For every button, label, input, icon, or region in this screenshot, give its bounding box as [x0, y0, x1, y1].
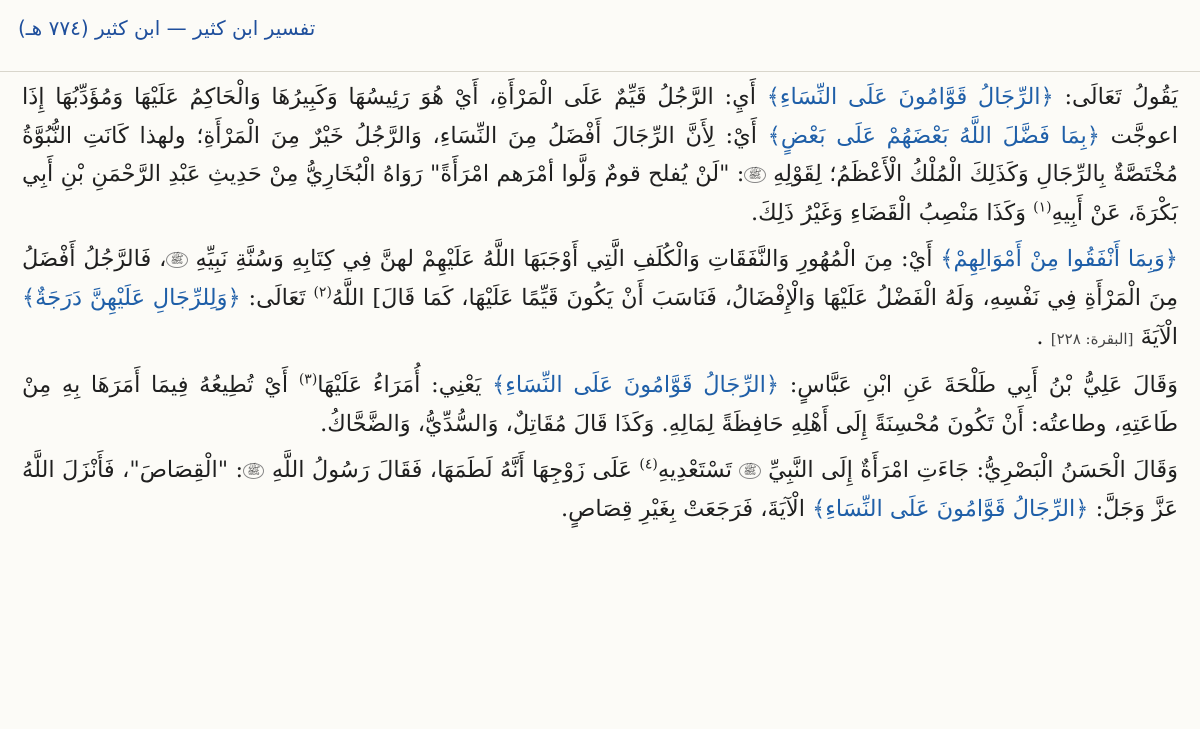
tafsir-content	[0, 72, 1200, 529]
header-bar	[0, 0, 1200, 72]
quran-verse: ﴿بِمَا فَضَّلَ اللَّهُ بَعْضَهُمْ عَلَى بَعْضٍ﴾	[767, 122, 1100, 149]
text: يَعْنِي: أُمَرَاءُ عَلَيْهَا	[317, 372, 493, 399]
text: : "الْقِصَاصَ"، فَأَنْزَلَ اللَّهُ عَزَّ وَجَلَّ:	[22, 457, 1178, 522]
text: : "لَنْ يُفلح قومٌ وَلَّوا أمْرَهم امْرَأَةً" رَوَاهُ الْبُخَارِيُّ مِنْ حَدِيثِ عَبْدِ الرَّحْمَنِ بْنِ أَبِي بَكْرَةَ، عَنْ أَبِيهِ	[22, 161, 1178, 226]
text: أَيْ: مِنَ الْمُهُورِ وَالنَّفَقَاتِ وَالْكُلَفِ الَّتِي أَوْجَبَهَا اللَّهُ عَلَيْهِمْ لهنَّ فِي كِتَابِهِ وَسُنَّةِ نَبِيِّهِ	[187, 246, 941, 273]
paragraph-4	[22, 451, 1178, 528]
salawat-icon: ﷺ	[166, 252, 187, 268]
text: الْآيَةَ، فَرَجَعَتْ بِغَيْرِ قِصَاصٍ.	[561, 495, 813, 522]
text: تَعَالَى:	[240, 284, 314, 311]
text: وَقَالَ الْحَسَنُ الْبَصْرِيُّ: جَاءَتِ امْرَأَةٌ إِلَى النَّبِيِّ	[760, 457, 1178, 484]
salawat-icon: ﷺ	[243, 463, 264, 479]
footnote-marker[interactable]: (٤)	[639, 456, 658, 473]
footnote-marker[interactable]: (٣)	[298, 371, 318, 388]
text: ، فَالرَّجُلُ أَفْضَلُ مِنَ الْمَرْأَةِ فِي نَفْسِهِ، وَلَهُ الْفَضْلُ عَلَيْهَا وَالْإِفْضَالُ، فَنَاسَبَ أَنْ يَكُونَ قَيِّمًا عَلَيْهَا، كَمَا قَالَ] اللَّهُ	[22, 246, 1179, 311]
footnote-marker[interactable]: (١)	[1033, 199, 1052, 216]
text: أَيِ: الرَّجُلُ قَيِّمٌ عَلَى الْمَرْأَةِ، أَيْ هُوَ رَئِيسُهَا وَكَبِيرُهَا وَالْحَاكِمُ عَلَيْهَا وَمُؤَدِّبُهَا إِذَا اعوجَّت	[22, 84, 1178, 149]
text: الْآيَةَ	[1133, 323, 1178, 350]
text: وَكَذَا مَنْصِبُ الْقَضَاءِ وَغَيْرُ ذَلِكَ.	[751, 199, 1034, 226]
paragraph-1	[22, 78, 1178, 232]
text: يَقُولُ تَعَالَى:	[1053, 84, 1178, 110]
paragraph-3	[22, 366, 1178, 443]
paragraph-2	[22, 240, 1178, 358]
text: أَيْ تُطِيعُهُ فِيمَا أَمَرَهَا بِهِ مِنْ طَاعَتِهِ، وطاعتُه: أَنْ تَكُونَ مُحْسِنَةً إِلَى أَهْلِهِ حَافِظَةً لِمَالِهِ. وَكَذَا قَالَ مُقَاتِلٌ، وَالسُّدِّيُّ، وَالضَّحَّاكُ.	[22, 372, 1178, 437]
verse-reference: [البقرة: ٢٢٨]	[1050, 329, 1134, 348]
quran-verse: ﴿وَبِمَا أَنْفَقُوا مِنْ أَمْوَالِهِمْ﴾	[940, 246, 1178, 273]
quran-verse: ﴿الرِّجَالُ قَوَّامُونَ عَلَى النِّسَاءِ﴾	[766, 84, 1054, 110]
text: وَقَالَ عَلِيُّ بْنُ أَبِي طَلْحَةَ عَنِ ابْنِ عَبَّاسٍ:	[779, 372, 1178, 399]
quran-verse: ﴿الرِّجَالُ قَوَّامُونَ عَلَى النِّسَاءِ﴾	[812, 495, 1089, 522]
quran-verse: ﴿وَلِلرِّجَالِ عَلَيْهِنَّ دَرَجَةٌ﴾	[22, 284, 241, 311]
quran-verse: ﴿الرِّجَالُ قَوَّامُونَ عَلَى النِّسَاءِ﴾	[492, 372, 780, 399]
text: عَلَى زَوْجِهَا أَنَّهُ لَطَمَهَا، فَقَالَ رَسُولُ اللَّهِ	[264, 457, 640, 484]
footnote-marker[interactable]: (٢)	[313, 284, 332, 301]
salawat-icon: ﷺ	[739, 463, 760, 479]
text: أَيْ: لِأَنَّ الرِّجَالَ أَفْضَلُ مِنَ النِّسَاءِ، وَالرَّجُلُ خَيْرٌ مِنَ الْمَرْأَةِ؛ ولهذا كَانَتِ النُّبُوَّةُ مُخْتَصَّةٌ بِالرِّجَالِ وَكَذَلِكَ الْمُلْكُ الْأَعْظَمُ؛ لِقَوْلِهِ	[22, 122, 1178, 188]
text: تَسْتَعْدِيهِ	[657, 457, 740, 484]
salawat-icon: ﷺ	[744, 167, 765, 183]
text: .	[1036, 323, 1051, 350]
book-title[interactable]: تفسير ابن كثير — ابن كثير (٧٧٤ هـ)	[18, 16, 316, 40]
